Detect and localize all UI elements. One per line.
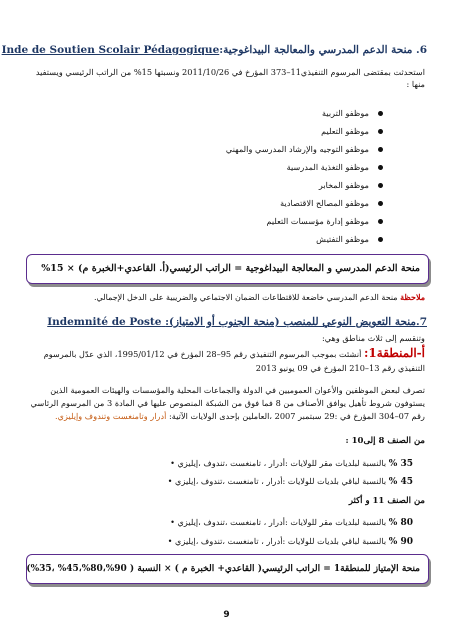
section6-note	[26, 292, 425, 302]
note-label: ملاحظة	[400, 292, 425, 302]
section6-formula-box	[26, 254, 429, 284]
list-item: موظفو التغذية المدرسية	[123, 158, 383, 176]
beneficiaries-list	[123, 104, 383, 248]
region1-label: أ-المنطقة1:	[363, 346, 425, 360]
section7-title-ar: 7.منحة التعويض النوعي للمنصب (منحة الجنوب أو الامتياز):	[165, 316, 427, 328]
group1-heading: من الصنف 8 إلى10 :	[345, 436, 425, 446]
section7-formula: منحة الإمتياز للمنطقة1 = الراتب الرئيسي( القاعدي+ الخبرة م ) × النسبة ( 90%،80%،45% ،35%)	[26, 564, 420, 574]
list-item: موظفو التوجيه والإرشاد المدرسي والمهني	[123, 140, 383, 158]
region1-description	[26, 384, 425, 423]
section6-intro-line1: استحدثت بمقتضى المرسوم التنفيذي11–373 المؤرخ في 2011/10/26 ونسبتها 15% من الراتب الرئيسي ويستفيد	[35, 67, 425, 77]
section6-title	[1, 44, 427, 56]
list-item: موظفو التفتيش	[123, 230, 383, 248]
section7-title-fr: Indemnité de Poste	[47, 316, 162, 328]
section6-formula: منحة الدعم المدرسي و المعالجة البيداغوجية = الراتب الرئيسي(أ. القاعدي+الخبرة م) × 15%	[41, 263, 420, 274]
rate: 90 %	[388, 537, 413, 547]
section6-intro	[26, 66, 425, 90]
group1-item-1: 35 % بالنسبة لبلديات مقر للولايات :أدرار ، تامنغست ،تندوف ،إيليزي •	[170, 458, 413, 469]
para-line2: يستوفون شروط تأهيل يوافق الأصناف من 8 فما فوق من الشبكة المنصوص عليها في المادة 3 من المرسوم الرئاسي	[30, 398, 425, 408]
list-item: موظفو التربية	[123, 104, 383, 122]
section6-title-ar: 6. منحة الدعم المدرسي والمعالجة البيداغوجية:	[219, 44, 427, 56]
section7-title	[24, 316, 427, 328]
note-text: منحة الدعم المدرسي خاضعة للاقتطاعات الضمان الاجتماعي والضريبية على الدخل الإجمالي.	[94, 293, 401, 302]
group2-item-2: 90 % بالنسبة لباقي بلديات للولايات :أدرار ، تامنغست ،تندوف ،إيليزي •	[167, 536, 413, 547]
rate: 80 %	[388, 518, 413, 528]
list-item: موظفو إدارة مؤسسات التعليم	[123, 212, 383, 230]
region1-block	[26, 346, 425, 375]
region1-line2: التنفيذي رقم 13–210 المؤرخ في 09 يونيو 2013	[255, 363, 425, 373]
section7-formula-box	[26, 554, 429, 584]
page-number: 9	[223, 610, 230, 620]
group1-item-2: 45 % بالنسبة لباقي بلديات للولايات :أدرار ، تامنغست ،تندوف ،إيليزي •	[167, 476, 413, 487]
wilayas-list: أدرار وتامنغست وتندوف وإيليزي.	[54, 411, 167, 421]
section6-title-fr: Inde de Soutien Scolair Pédagogique	[1, 44, 220, 56]
para-line3: رقم 07–304 المؤرخ في :29 سبتمبر 2007 ،العاملين بإحدى الولايات الآتية:	[166, 411, 425, 421]
para-line1: تصرف لبعض الموظفين والأعوان العموميين في الدولة والجماعات المحلية والمؤسسات والهيئات العمومية الذين	[50, 385, 425, 395]
list-item: موظفو التعليم	[123, 122, 383, 140]
region1-line1: أنشئت بموجب المرسوم التنفيذي رقم 95–28 المؤرخ في 1995/01/12، الذي عدّل بالمرسوم	[43, 349, 364, 359]
list-item: موظفو المصالح الاقتصادية	[123, 194, 383, 212]
group2-heading: من الصنف 11 و أكثر	[348, 496, 425, 506]
group2-item-1: 80 % بالنسبة لبلديات مقر للولايات :أدرار ، تامنغست ،تندوف ،إيليزي •	[170, 517, 413, 528]
rate: 45 %	[388, 477, 413, 487]
section6-intro-line2: منها :	[406, 79, 425, 89]
rate: 35 %	[388, 459, 413, 469]
list-item: موظفو المخابر	[123, 176, 383, 194]
section7-intro: وتنقسم إلى ثلاث مناطق وهي:	[321, 333, 425, 343]
